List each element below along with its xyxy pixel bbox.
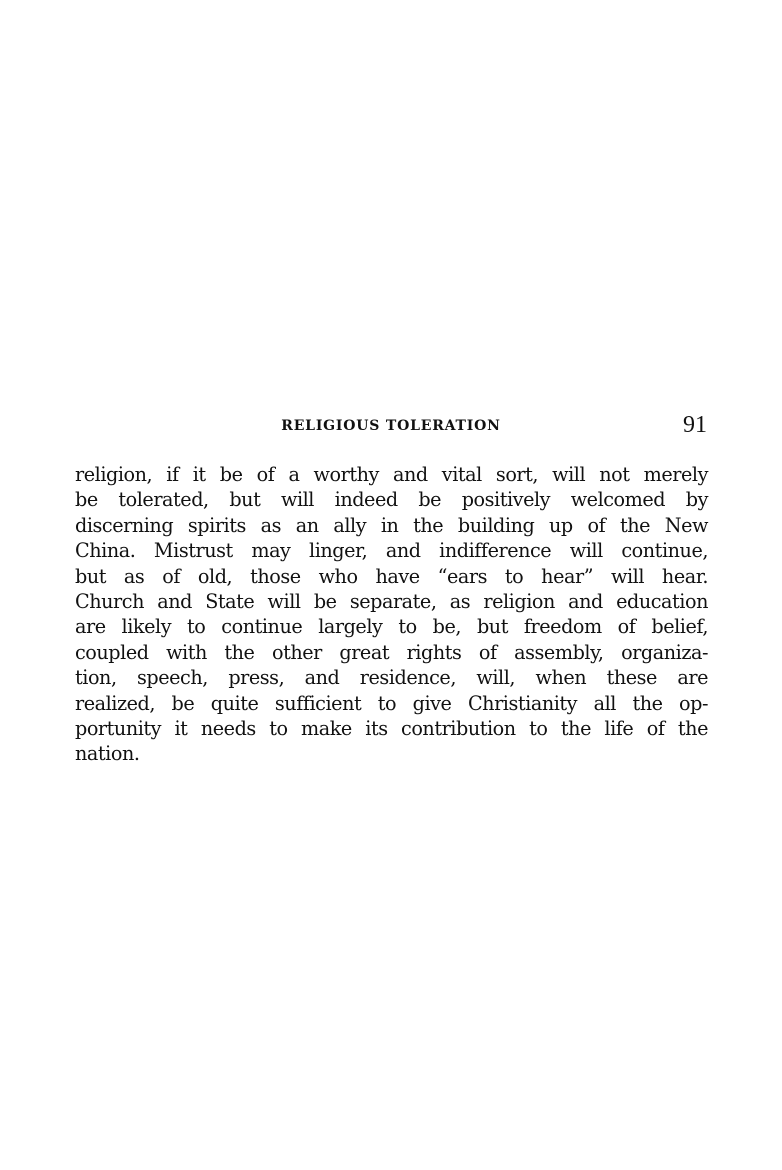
text-line: are likely to continue largely to be, but freedom of belief,	[75, 615, 708, 639]
text-line: nation.	[75, 742, 140, 766]
text-line: coupled with the other great rights of assembly, organiza-	[75, 640, 708, 664]
text-line: Church and State will be separate, as religion and education	[75, 589, 708, 613]
page-number: 91	[683, 412, 707, 438]
text-line: discerning spirits as an ally in the building up of the New	[75, 513, 708, 537]
text-line: portunity it needs to make its contribution to the life of the	[75, 716, 708, 740]
body-paragraph	[75, 462, 708, 767]
text-line: realized, be quite sufficient to give Christianity all the op-	[75, 691, 708, 715]
text-line: but as of old, those who have “ears to hear” will hear.	[75, 564, 708, 588]
running-title: RELIGIOUS TOLERATION	[281, 418, 501, 434]
text-line: religion, if it be of a worthy and vital sort, will not merely	[75, 463, 708, 486]
text-line: be tolerated, but will indeed be positively welcomed by	[75, 488, 708, 512]
text-line: tion, speech, press, and residence, will, when these are	[75, 666, 708, 690]
text-line: China. Mistrust may linger, and indifference will continue,	[75, 539, 708, 563]
running-head	[75, 411, 707, 441]
